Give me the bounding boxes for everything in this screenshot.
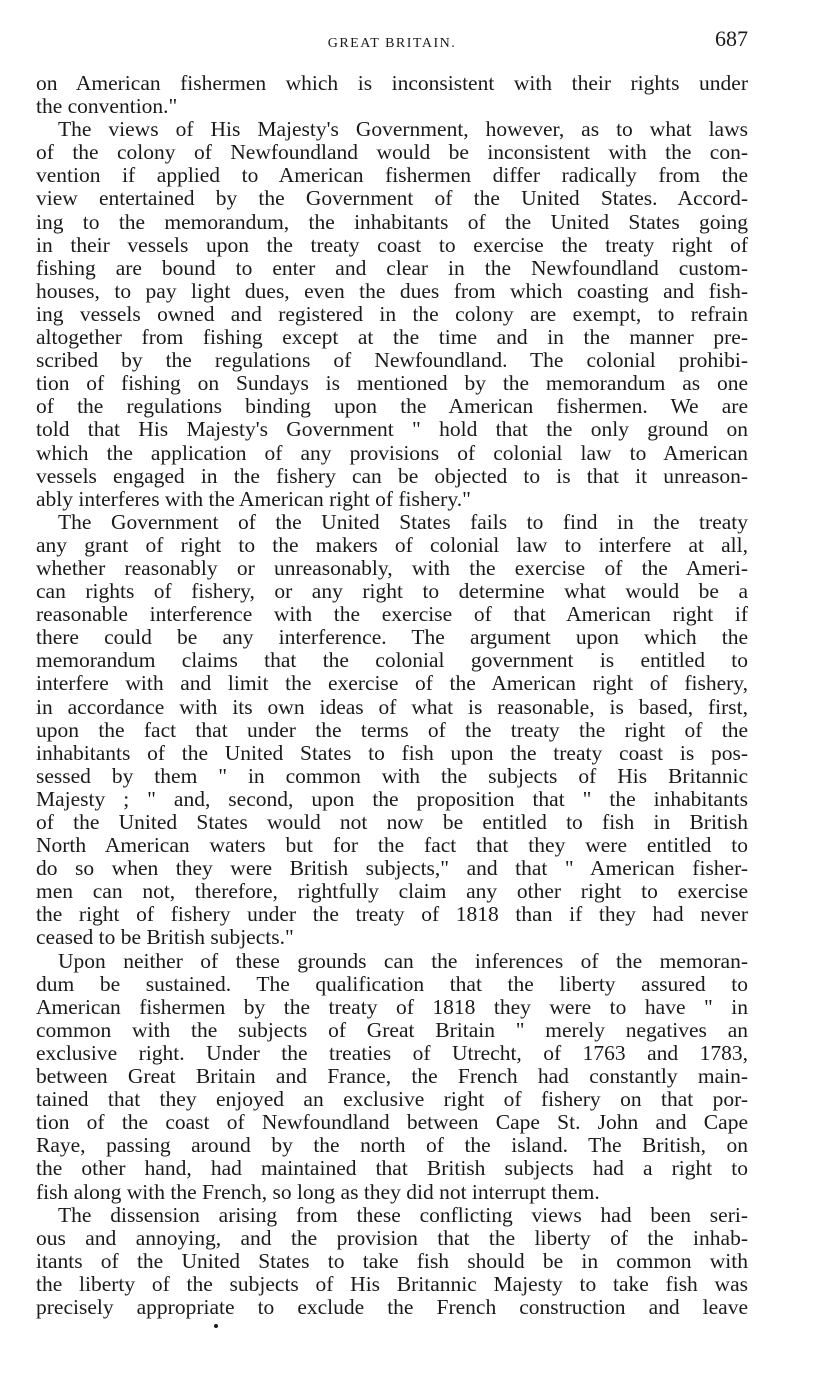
text-line: of the United States would not now be entitled to fish in British (36, 810, 748, 834)
text-line: tion of the coast of Newfoundland between Cape St. John and Cape (36, 1110, 748, 1135)
text-line: altogether from fishing except at the time and in the manner pre- (36, 325, 748, 350)
text-line: between Great Britain and France, the French had constantly main- (36, 1064, 748, 1089)
text-line: itants of the United States to take fish should be in common with (36, 1248, 748, 1273)
text-line: the other hand, had maintained that British subjects had a right to (36, 1156, 748, 1181)
text-line: Majesty ; " and, second, upon the proposition that " the inhabitants (36, 786, 748, 811)
text-line: reasonable interference with the exercise of that American right if (36, 602, 748, 627)
text-line: North American waters but for the fact that they were entitled to (36, 833, 748, 858)
text-line: ous and annoying, and the provision that the liberty of the inhab- (36, 1225, 748, 1250)
text-line: interfere with and limit the exercise of the American right of fishery, (36, 671, 748, 696)
text-line: tion of fishing on Sundays is mentioned by the memorandum as one (36, 371, 748, 396)
text-line: can rights of fishery, or any right to determine what would be a (36, 579, 748, 604)
text-line: the liberty of the subjects of His Britannic Majesty to take fish was (36, 1271, 748, 1296)
text-line: do so when they were British subjects," and that " American fisher- (36, 856, 748, 881)
text-line: exclusive right. Under the treaties of Utrecht, of 1763 and 1783, (36, 1040, 748, 1065)
text-line: inhabitants of the United States to fish upon the treaty coast is pos- (36, 740, 748, 765)
text-line: fishing are bound to enter and clear in the Newfoundland custom- (36, 255, 748, 280)
text-line: vention if applied to American fishermen differ radically from the (36, 163, 748, 188)
text-line: sessed by them " in common with the subjects of His Britannic (36, 763, 748, 788)
paragraph-first-line: The views of His Majesty's Government, however, as to what laws (58, 117, 748, 142)
text-line: there could be any interference. The argument upon which the (36, 625, 748, 650)
paragraph-first-line: Upon neither of these grounds can the inferences of the memoran- (58, 948, 748, 973)
text-line: dum be sustained. The qualification that the liberty assured to (36, 971, 748, 996)
text-line: houses, to pay light dues, even the dues from which coasting and fish- (36, 278, 748, 303)
text-line: precisely appropriate to exclude the French construction and leave (36, 1294, 748, 1319)
paragraph-first-line: The dissension arising from these conflicting views had been seri- (58, 1202, 748, 1227)
running-title: GREAT BRITAIN. (327, 36, 457, 51)
text-line: tained that they enjoyed an exclusive right of fishery on that por- (36, 1087, 748, 1112)
page-number: 687 (715, 26, 748, 51)
text-line: Raye, passing around by the north of the island. The British, on (36, 1133, 748, 1158)
text-line: which the application of any provisions of colonial law to American (36, 440, 748, 465)
text-line: ing vessels owned and registered in the colony are exempt, to refrain (36, 301, 748, 326)
text-line: in their vessels upon the treaty coast to exercise the treaty right of (36, 232, 748, 257)
text-line: told that His Majesty's Government " hold that the only ground on (36, 417, 748, 442)
text-line: fish along with the French, so long as they did not interrupt them. (36, 1179, 600, 1204)
text-line: upon the fact that under the terms of the treaty the right of the (36, 717, 748, 742)
text-line: the right of fishery under the treaty of 1818 than if they had never (36, 902, 748, 927)
text-line: common with the subjects of Great Britain " merely negatives an (36, 1017, 748, 1042)
body-text (36, 72, 748, 1319)
text-line: ing to the memorandum, the inhabitants of the United States going (36, 209, 748, 234)
stray-mark (214, 1324, 218, 1328)
text-line: ceased to be British subjects." (36, 925, 294, 950)
text-line: ably interferes with the American right of fishery." (36, 486, 471, 511)
text-line: in accordance with its own ideas of what is reasonable, is based, first, (36, 694, 748, 719)
text-line: men can not, therefore, rightfully claim any other right to exercise (36, 879, 748, 904)
text-line: on American fishermen which is inconsistent with their rights under (36, 71, 748, 95)
text-line: view entertained by the Government of the United States. Accord- (36, 186, 748, 211)
paragraph-first-line: The Government of the United States fails to find in the treaty (58, 509, 748, 534)
text-line: American fishermen by the treaty of 1818 they were to have " in (36, 994, 748, 1019)
text-line: of the colony of Newfoundland would be inconsistent with the con- (36, 140, 748, 165)
text-line: the convention." (36, 94, 178, 119)
text-line: of the regulations binding upon the American fishermen. We are (36, 394, 748, 419)
page-header (36, 26, 748, 58)
text-line: any grant of right to the makers of colonial law to interfere at all, (36, 532, 748, 557)
text-line: memorandum claims that the colonial government is entitled to (36, 648, 748, 673)
text-line: vessels engaged in the fishery can be objected to is that it unreason- (36, 463, 748, 488)
text-line: scribed by the regulations of Newfoundland. The colonial prohibi- (36, 348, 748, 373)
text-line: whether reasonably or unreasonably, with the exercise of the Ameri- (36, 555, 748, 580)
